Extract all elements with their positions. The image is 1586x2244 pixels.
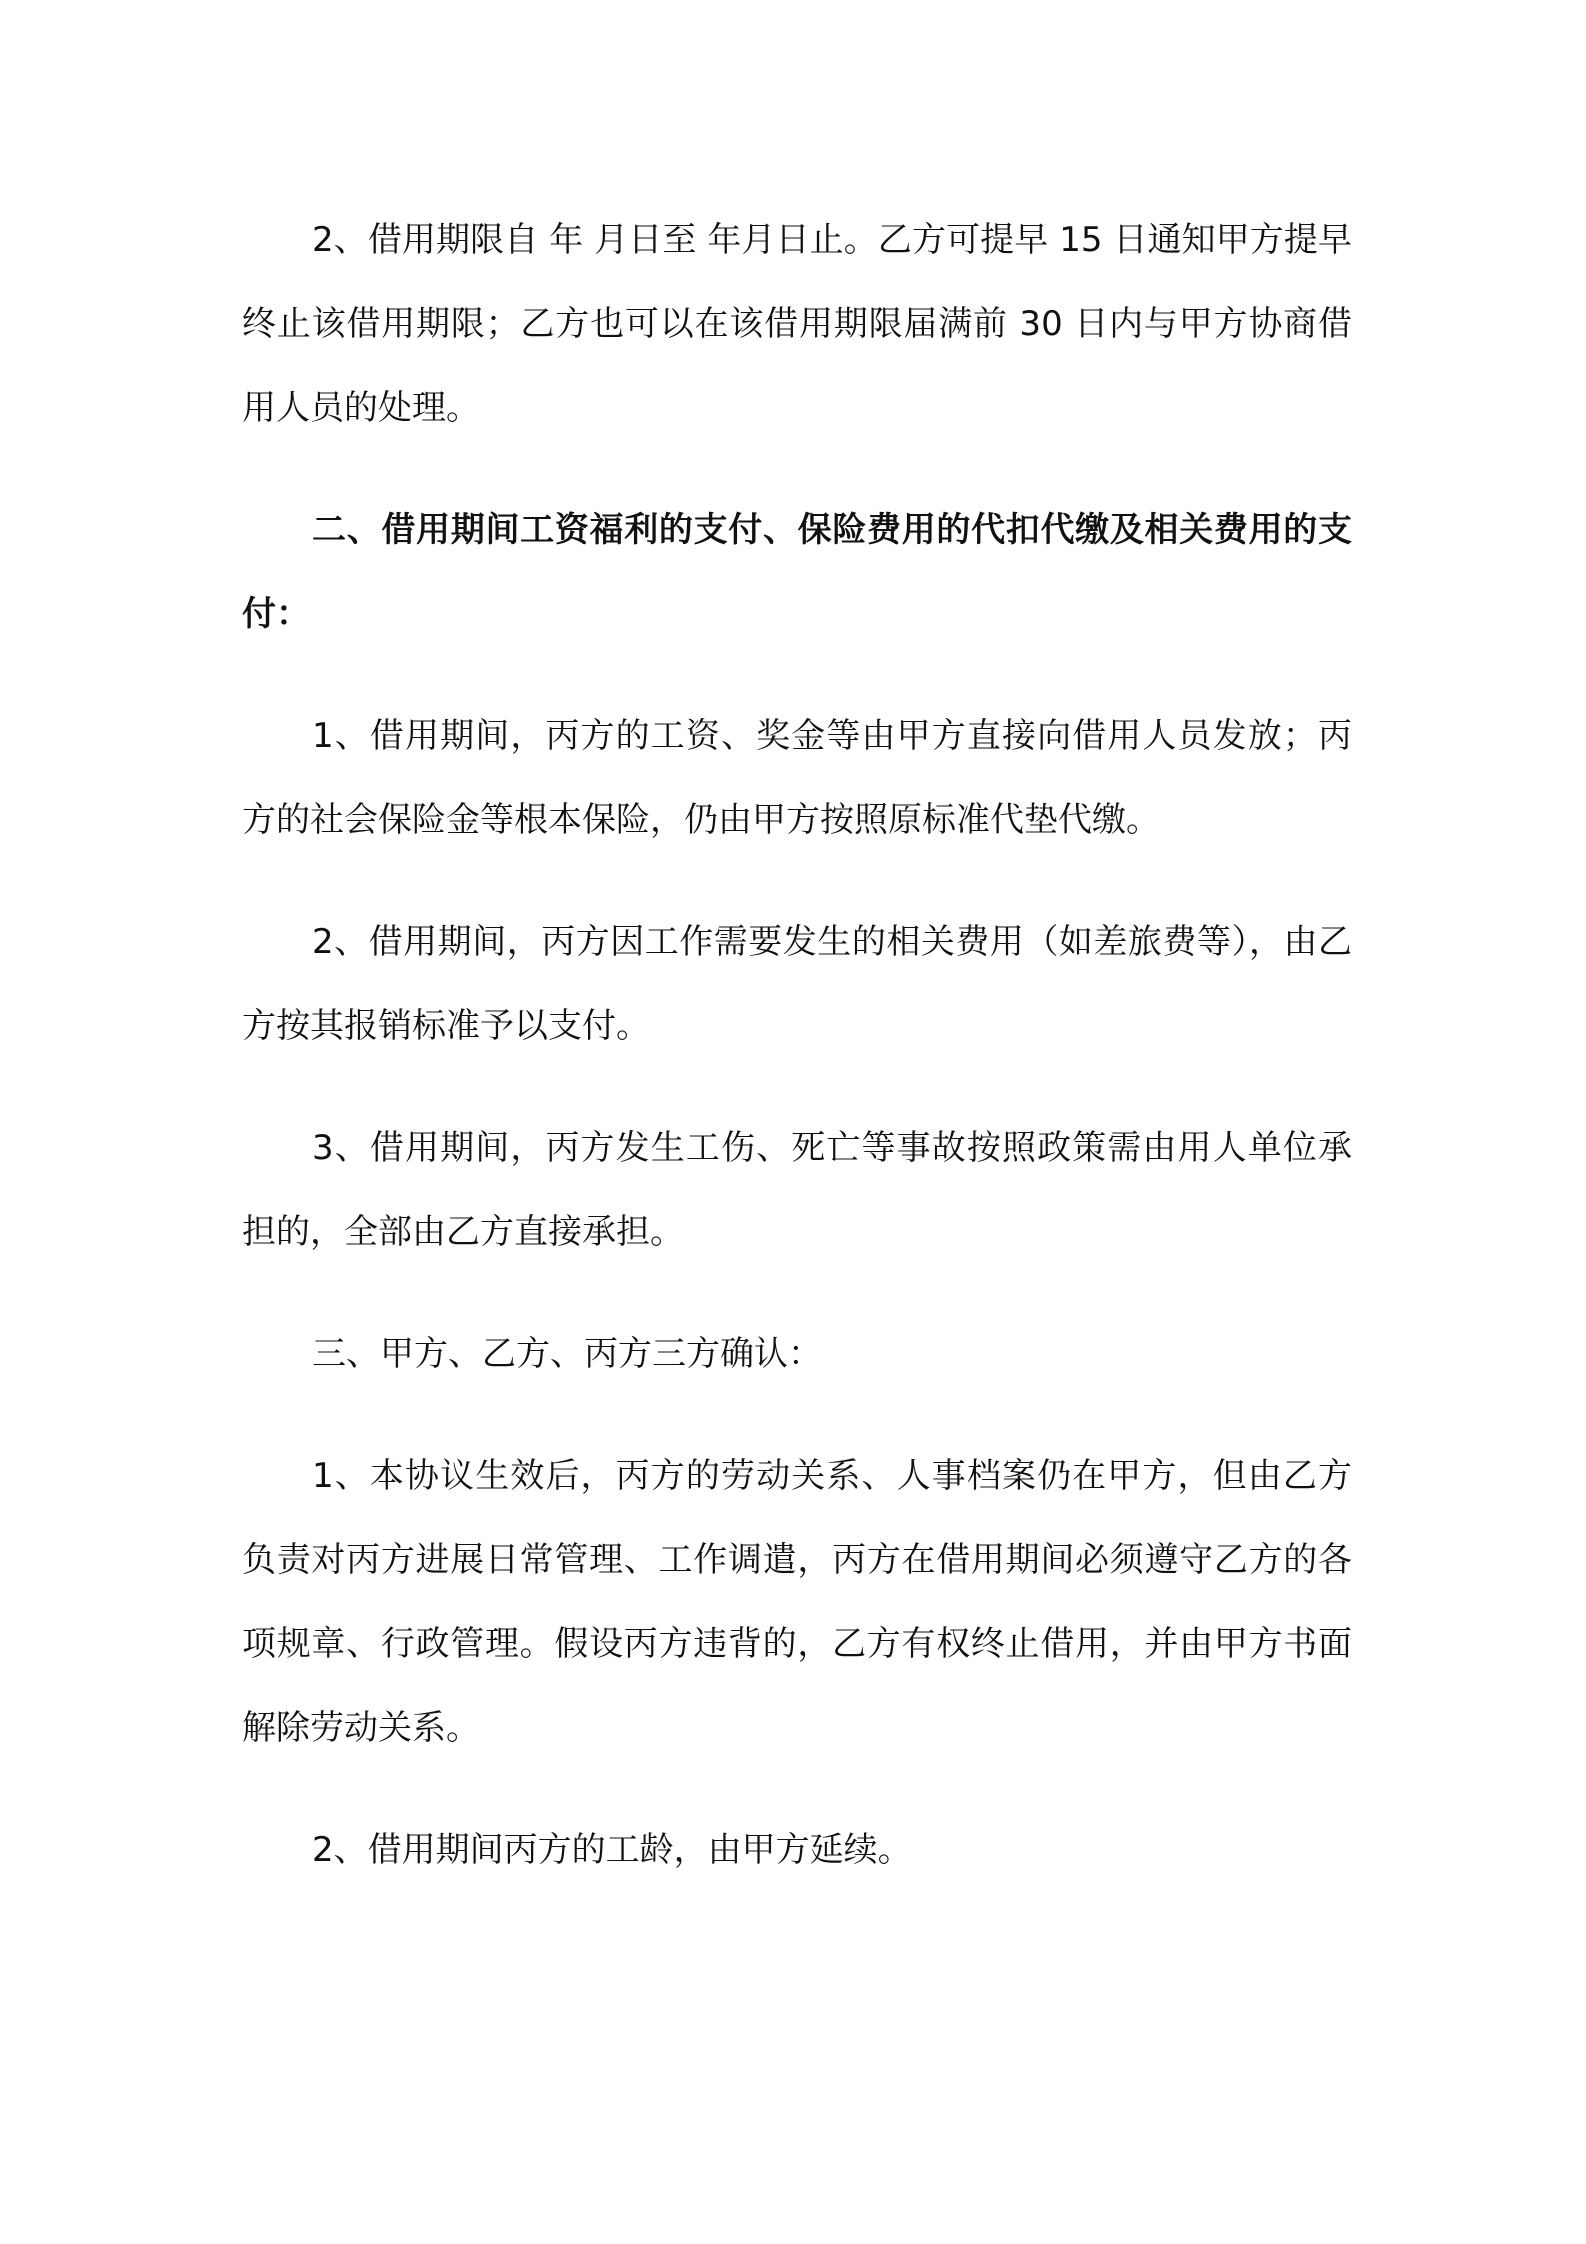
section-heading-wages-insurance: 二、借用期间工资福利的支付、保险费用的代扣代缴及相关费用的支付： bbox=[242, 510, 1352, 634]
clause-labor-relations: 1、本协议生效后，丙方的劳动关系、人事档案仍在甲方，但由乙方负责对丙方进展日常管理、工作调遣，丙方在借用期间必须遵守乙方的各项规章、行政管理。假设丙方违背的，乙方有权终止借用，并由甲方书面解除劳动关系。 bbox=[242, 1456, 1352, 1748]
clause-work-expenses: 2、借用期间，丙方因工作需要发生的相关费用（如差旅费等），由乙方按其报销标准予以支付。 bbox=[242, 922, 1352, 1046]
document-body bbox=[242, 198, 1352, 1930]
clause-seniority: 2、借用期间丙方的工龄，由甲方延续。 bbox=[312, 1830, 912, 1870]
clause-borrow-term: 2、借用期限自 年 月日至 年月日止。乙方可提早 15 日通知甲方提早终止该借用期限；乙方也可以在该借用期限届满前 30 日内与甲方协商借用人员的处理。 bbox=[242, 220, 1352, 428]
clause-wages-payment: 1、借用期间，丙方的工资、奖金等由甲方直接向借用人员发放；丙方的社会保险金等根本保险，仍由甲方按照原标准代垫代缴。 bbox=[242, 716, 1352, 840]
clause-work-injury: 3、借用期间，丙方发生工伤、死亡等事故按照政策需由用人单位承担的，全部由乙方直接承担。 bbox=[242, 1128, 1352, 1252]
section-heading-three-party-confirmation: 三、甲方、乙方、丙方三方确认： bbox=[312, 1334, 822, 1374]
